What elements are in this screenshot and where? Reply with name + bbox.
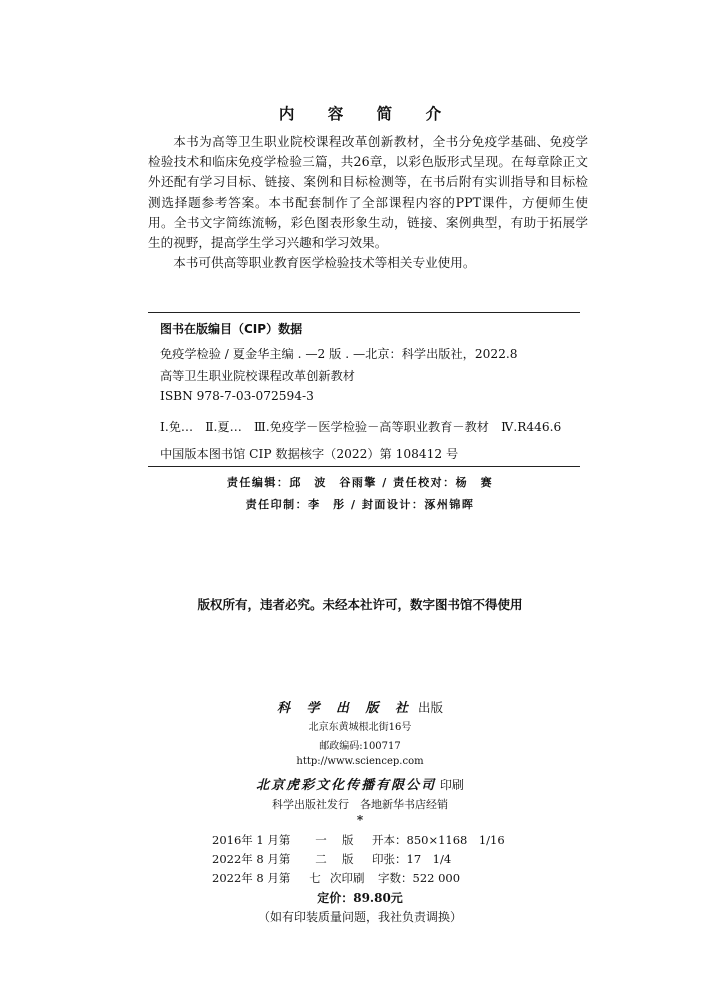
cip-line-title: 免疫学检验 / 夏金华主编 . —2 版 . —北京：科学出版社，2022.8 [160, 347, 518, 361]
printer-name: 北京虎彩文化传播有限公司 [256, 778, 437, 793]
publisher-address: 北京东黄城根北街16号 [308, 722, 412, 733]
price-label: 定价： [317, 891, 354, 905]
edition-number: 二 [315, 852, 327, 866]
intro-paragraph-1: 本书为高等卫生职业院校课程改革创新教材，全书分免疫学基础、免疫学检验技术和临床免疫学检验三篇，共26章，以彩色版形式呈现。在每章除正文外还配有学习目标、链接、案例和目标检测等，在书后附有实训指导和目标检测选择题参考答案。本书配套制作了全部课程内容的PPT课件，方便师生使用。全书文字简练流畅，彩色图表形象生动，链接、案例典型，有助于拓展学生的视野，提高学生学习兴趣和学习效果。 [148, 134, 588, 251]
star-separator: * [356, 813, 364, 827]
edition-number: 七 [309, 871, 321, 885]
divider-bottom [148, 466, 580, 467]
staff-printing: 责任印制：李 彤 / 封面设计：涿州锦晖 [245, 498, 475, 511]
edition-spec: 字数：522 000 [378, 871, 461, 885]
intro-paragraph-2: 本书可供高等职业教育医学检验技术等相关专业使用。 [173, 255, 476, 271]
publisher-postcode: 邮政编码:100717 [319, 741, 401, 752]
price-value: 89.80元 [353, 891, 403, 905]
quality-note: （如有印装质量问题，我社负责调换） [257, 910, 462, 924]
price-line [0, 889, 720, 906]
cip-line-series: 高等卫生职业院校课程改革创新教材 [160, 369, 355, 383]
publisher-name: 科 学 出 版 社 [276, 701, 415, 716]
cip-line-classification: Ⅰ.免… Ⅱ.夏… Ⅲ.免疫学－医学检验－高等职业教育－教材 Ⅳ.R446.6 [160, 420, 562, 434]
edition-kind: 版 [342, 833, 354, 847]
edition-spec: 开本：850×1168 1/16 [372, 833, 505, 847]
edition-row [212, 851, 532, 867]
publisher-website: http://www.sciencep.com [296, 756, 424, 767]
edition-row [212, 832, 532, 848]
edition-spec: 印张：17 1/4 [372, 852, 452, 866]
intro-text [148, 132, 588, 273]
printer-line [0, 774, 720, 793]
edition-date: 2016年 1 月第 [212, 833, 291, 847]
edition-kind: 次印刷 [330, 871, 365, 885]
publisher-line [0, 697, 720, 716]
distribution-line: 科学出版社发行 各地新华书店经销 [272, 798, 448, 811]
publisher-role: 出版 [418, 700, 444, 715]
edition-number: 一 [315, 833, 327, 847]
copyright-notice: 版权所有，违者必究。未经本社许可，数字图书馆不得使用 [197, 597, 523, 612]
page-title: 内 容 简 介 [278, 105, 456, 123]
edition-row [212, 870, 532, 886]
edition-date: 2022年 8 月第 [212, 852, 291, 866]
printer-role: 印刷 [439, 778, 464, 792]
edition-date: 2022年 8 月第 [212, 871, 291, 885]
divider-top [148, 312, 580, 313]
cip-line-isbn: ISBN 978-7-03-072594-3 [160, 389, 314, 403]
cip-heading: 图书在版编目（CIP）数据 [160, 322, 303, 336]
edition-kind: 版 [342, 852, 354, 866]
staff-editors: 责任编辑：邱 波 谷雨擎 / 责任校对：杨 赛 [226, 476, 494, 489]
cip-line-record: 中国版本图书馆 CIP 数据核字（2022）第 108412 号 [160, 447, 459, 461]
